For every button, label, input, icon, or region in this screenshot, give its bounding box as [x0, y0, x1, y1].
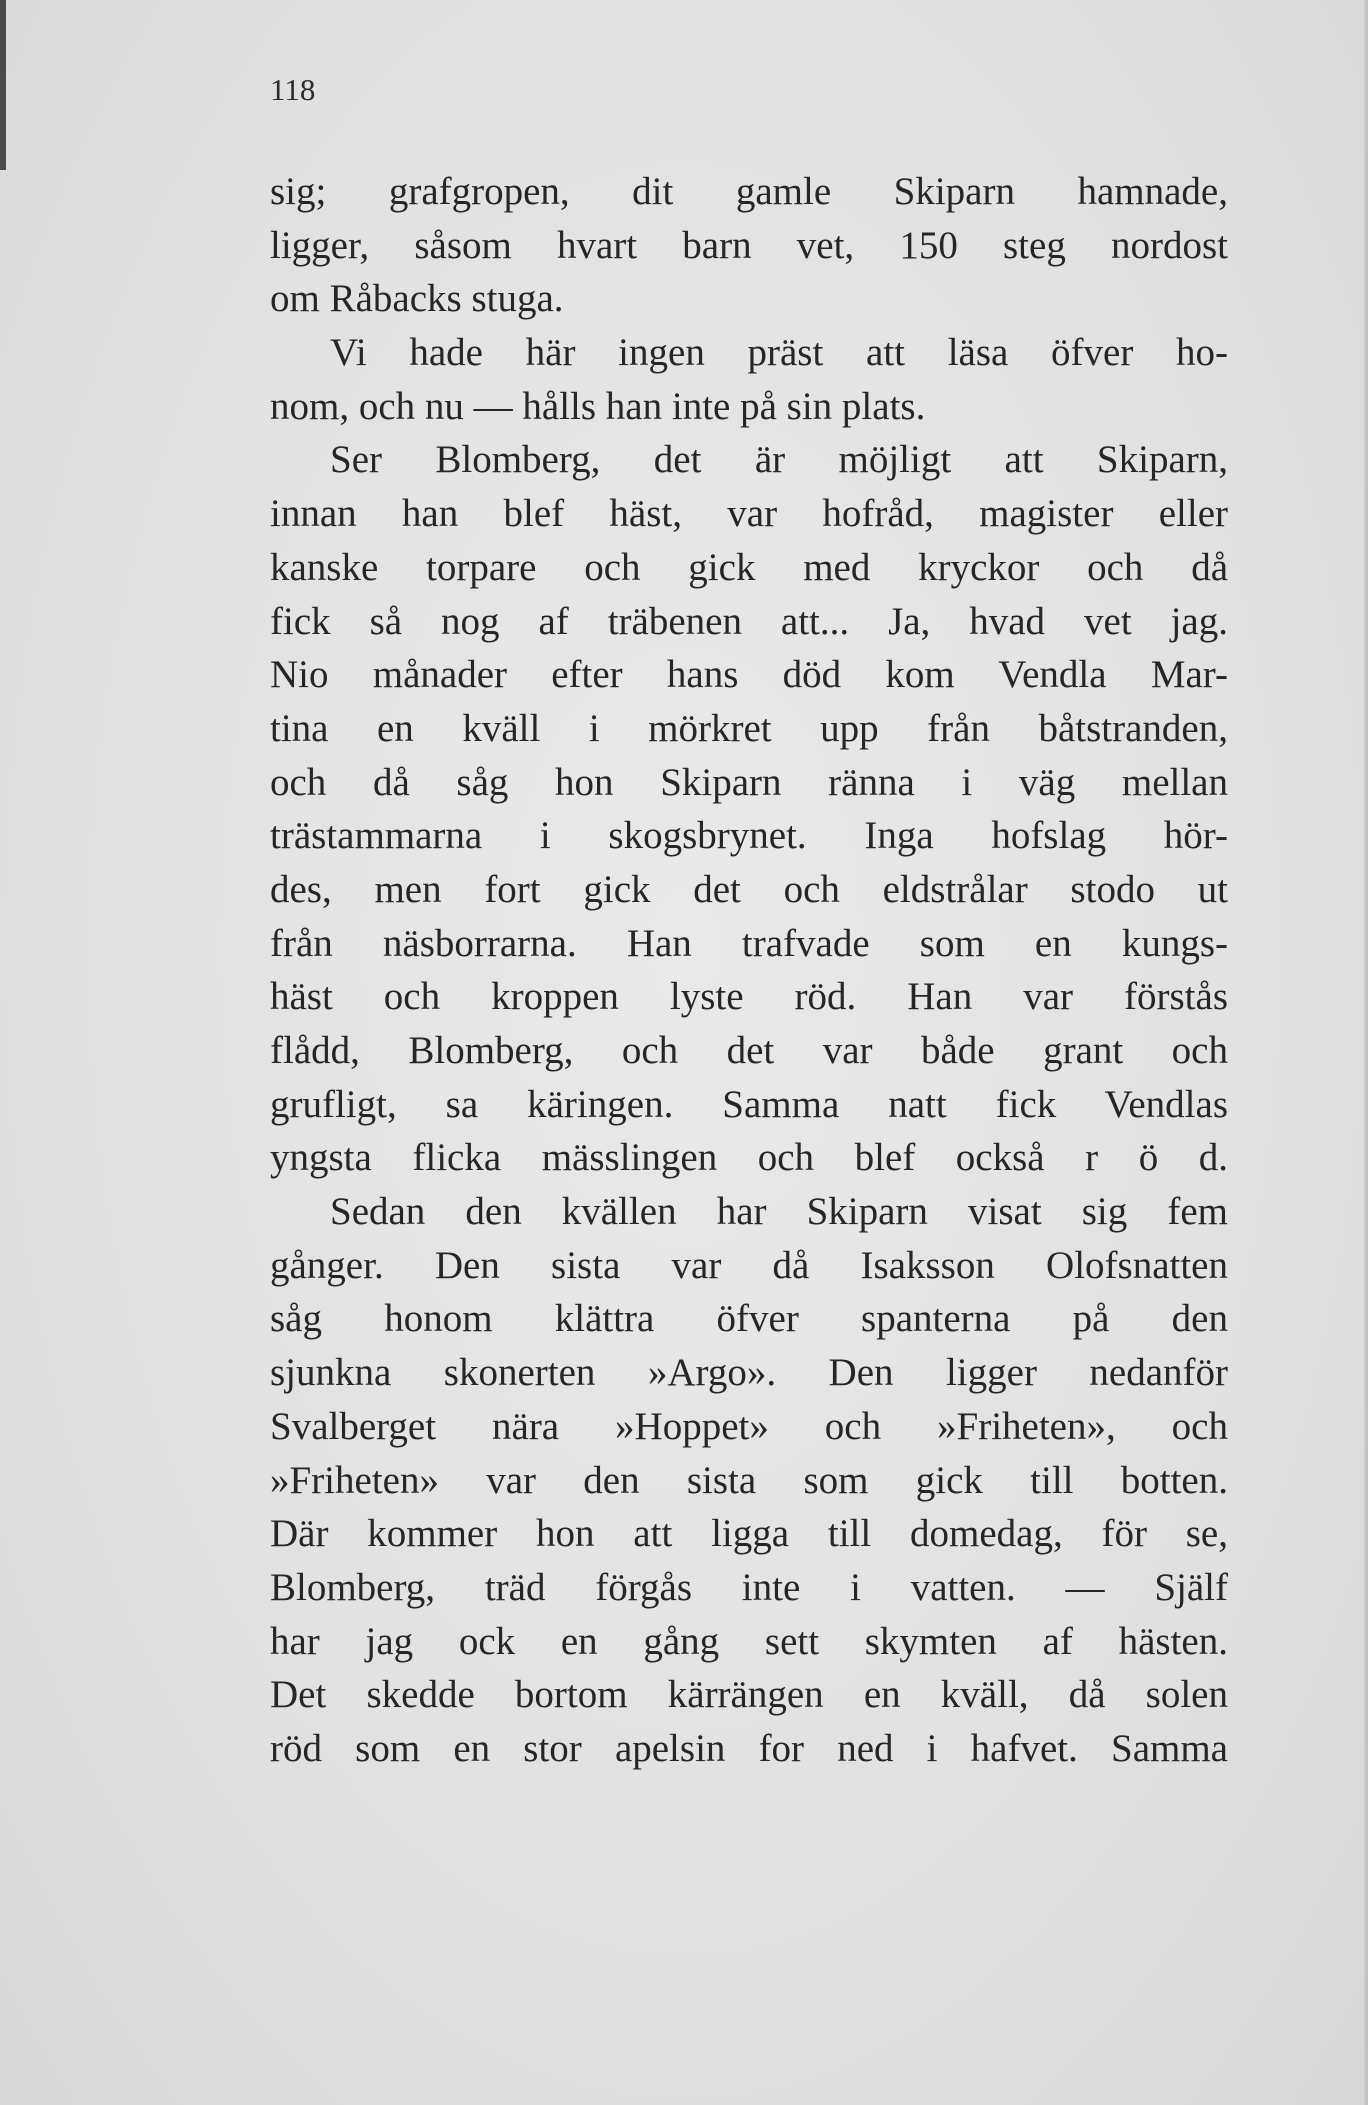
text-line: Det skedde bortom kärrängen en kväll, då solen	[270, 1673, 1228, 1717]
text-line: grufligt, sa käringen. Samma natt fick Vendlas	[270, 1082, 1228, 1126]
text-line: häst och kroppen lyste röd. Han var förstås	[270, 975, 1228, 1019]
text-line: fick så nog af träbenen att... Ja, hvad vet jag.	[270, 599, 1228, 643]
text-line: innan han blef häst, var hofråd, magister eller	[270, 492, 1228, 536]
text-line: flådd, Blomberg, och det var både grant och	[270, 1029, 1228, 1072]
text-line: från näsborrarna. Han trafvade som en kungs-	[270, 921, 1228, 965]
text-line: Blomberg, träd förgås inte i vatten. — Själf	[270, 1565, 1228, 1609]
text-line: och då såg hon Skiparn ränna i väg mellan	[270, 760, 1228, 804]
text-line: sjunkna skonerten »Argo». Den ligger nedanför	[270, 1351, 1228, 1395]
text-line: Svalberget nära »Hoppet» och »Friheten», och	[270, 1404, 1228, 1448]
text-line: tina en kväll i mörkret upp från båtstranden,	[270, 706, 1228, 750]
text-line: trästammarna i skogsbrynet. Inga hofslag hör-	[270, 814, 1228, 858]
text-line: sig; grafgropen, dit gamle Skiparn hamnade,	[270, 170, 1228, 213]
text-line: ligger, såsom hvart barn vet, 150 steg nordost	[270, 223, 1228, 267]
text-line: röd som en stor apelsin for ned i hafvet. Samma	[270, 1726, 1228, 1770]
text-line: Vi hade här ingen präst att läsa öfver ho-	[330, 331, 1228, 375]
text-line: nom, och nu — hålls han inte på sin plats.	[270, 384, 926, 428]
body-text	[270, 165, 1228, 1776]
text-line: des, men fort gick det och eldstrålar stodo ut	[270, 867, 1228, 911]
text-line: såg honom klättra öfver spanterna på den	[270, 1297, 1228, 1341]
text-line: yngsta flicka mässlingen och blef också r ö d.	[270, 1136, 1228, 1180]
text-line: gånger. Den sista var då Isaksson Olofsnatten	[270, 1243, 1228, 1287]
text-line: Där kommer hon att ligga till domedag, för se,	[270, 1512, 1228, 1556]
text-line: »Friheten» var den sista som gick till botten.	[270, 1458, 1228, 1502]
text-line: Nio månader efter hans död kom Vendla Mar-	[270, 653, 1228, 697]
page-edge	[1364, 0, 1368, 2105]
text-line: Sedan den kvällen har Skiparn visat sig fem	[330, 1190, 1228, 1234]
text-line: har jag ock en gång sett skymten af hästen.	[270, 1619, 1228, 1663]
text-line: Ser Blomberg, det är möjligt att Skiparn,	[330, 438, 1228, 482]
scan-edge-shadow	[0, 0, 6, 170]
text-line: kanske torpare och gick med kryckor och då	[270, 545, 1228, 589]
page-number: 118	[270, 72, 316, 107]
text-line: om Råbacks stuga.	[270, 277, 564, 321]
